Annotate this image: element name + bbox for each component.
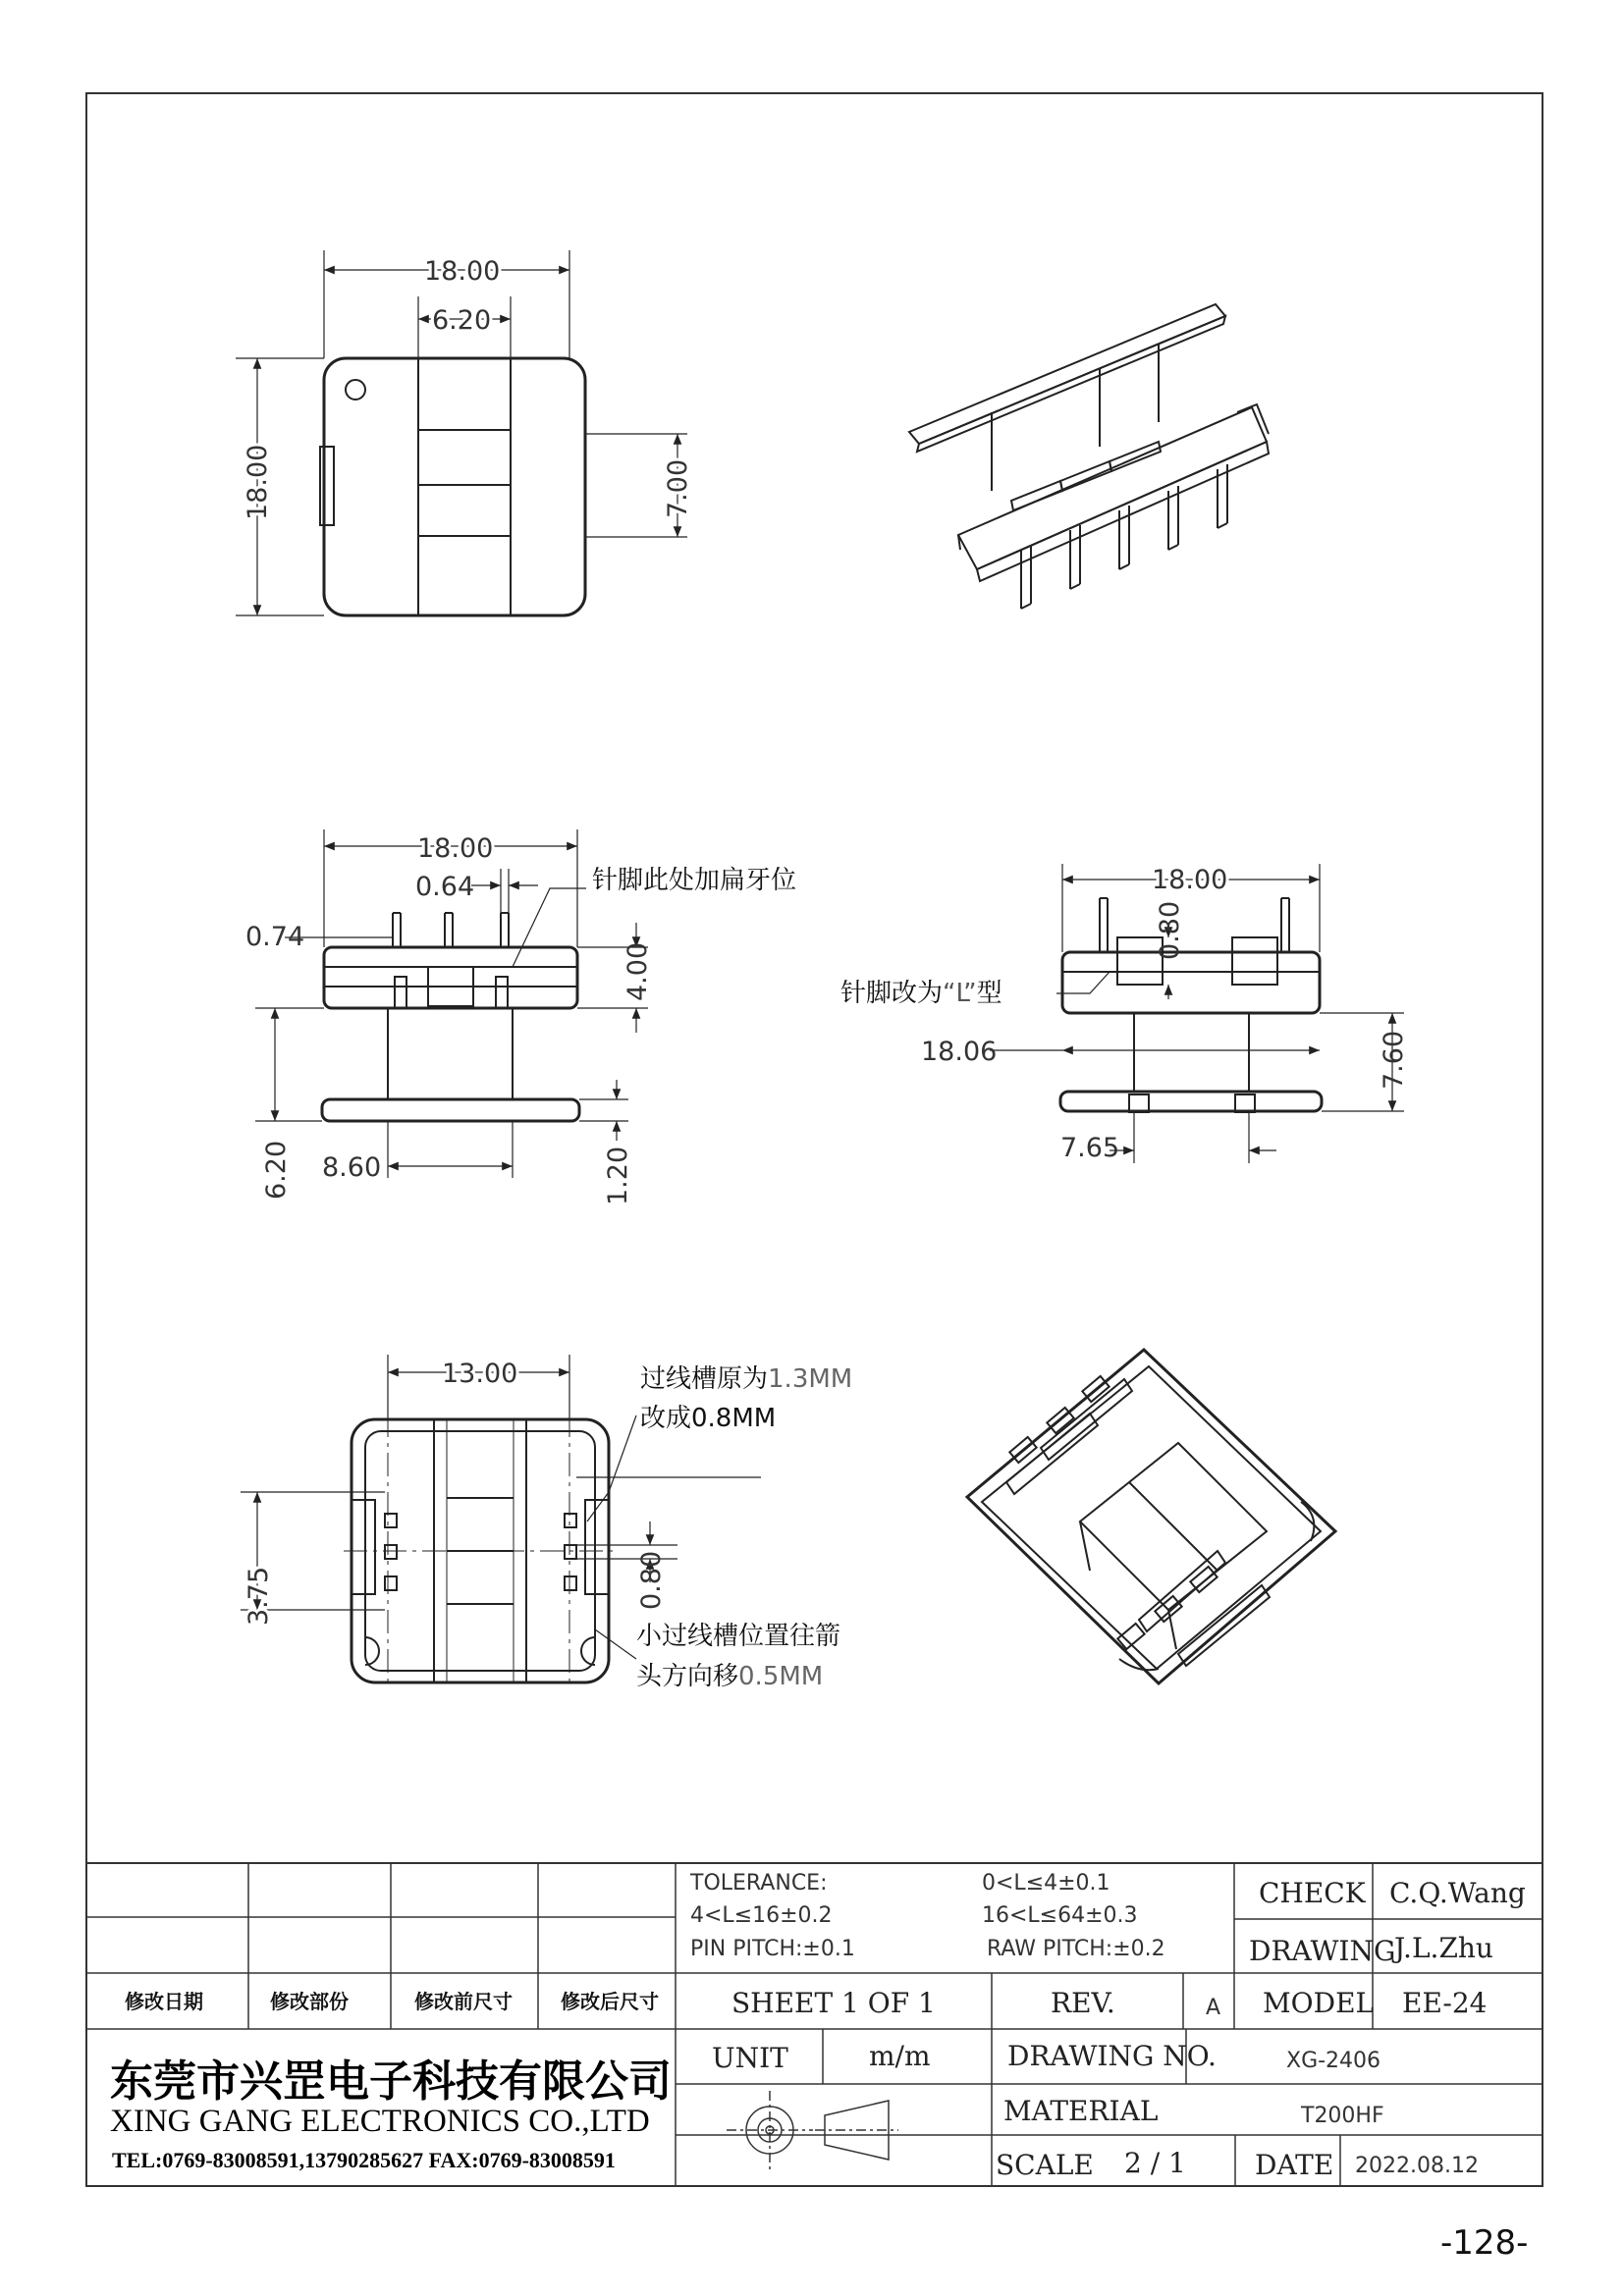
dim-top-window: 7.00 [663, 458, 693, 518]
company-name-cn: 东莞市兴罡电子科技有限公司 [110, 2056, 672, 2107]
dim-bottom-slot: 0.80 [636, 1550, 667, 1610]
dim-front-flange: 4.00 [623, 941, 653, 1001]
dim-top-slot: 6.20 [432, 305, 492, 336]
date-label: DATE [1255, 2149, 1334, 2181]
side-view [990, 864, 1404, 1163]
page-number: -128- [1440, 2223, 1529, 2263]
note-small-slot-line2-b: 0.5MM [738, 1662, 824, 1691]
tolerance-range-1: 0<L≤4±0.1 [982, 1871, 1110, 1896]
unit-label: UNIT [712, 2042, 788, 2074]
dim-side-center: 7.65 [1060, 1133, 1120, 1163]
scale-value: 2 / 1 [1124, 2147, 1186, 2179]
drawing-value: J.L.Zhu [1394, 1932, 1493, 1964]
date-value: 2022.08.12 [1355, 2154, 1479, 2178]
note-pin-l-suffix: 型 [976, 979, 1002, 1008]
rev-value: A [1206, 1996, 1221, 2020]
tolerance-label: TOLERANCE: [690, 1871, 828, 1896]
rev-header-before: 修改前尺寸 [414, 1990, 513, 2013]
dim-front-pin-offset: 0.74 [245, 922, 305, 952]
company-name-en: XING GANG ELECTRONICS CO.,LTD [110, 2104, 650, 2139]
note-pin-flat: 针脚此处加扁牙位 [592, 866, 797, 895]
note-small-slot-line2 [636, 1662, 823, 1691]
note-small-slot-line1: 小过线槽位置往箭 [636, 1622, 841, 1651]
iso-view-pins-down [909, 304, 1269, 609]
drawing-no-label: DRAWING NO. [1007, 2040, 1217, 2072]
rev-header-date: 修改日期 [125, 1990, 203, 2013]
note-small-slot-line2-a: 头方向移 [636, 1662, 739, 1691]
dim-front-pin-width: 0.64 [415, 872, 475, 902]
dim-bottom-width: 13.00 [442, 1359, 518, 1389]
dim-side-width: 18.00 [1152, 865, 1228, 895]
scale-label: SCALE [996, 2149, 1094, 2181]
model-label: MODEL [1263, 1987, 1375, 2019]
note-slot-line1 [640, 1364, 852, 1394]
drawing-no-value: XG-2406 [1286, 2049, 1381, 2073]
check-value: C.Q.Wang [1389, 1877, 1526, 1909]
sheet-count: SHEET 1 OF 1 [731, 1987, 936, 2019]
rev-header-after: 修改后尺寸 [561, 1990, 659, 2013]
note-pin-l-shape [840, 979, 1002, 1008]
rev-header-part: 修改部份 [270, 1990, 349, 2013]
note-pin-l-quote: “L” [943, 979, 977, 1008]
dim-front-width: 18.00 [417, 833, 494, 864]
company-contact: TEL:0769-83008591,13790285627 FAX:0769-83008591 [112, 2148, 616, 2172]
note-pin-l-prefix: 针脚改为 [840, 979, 944, 1008]
unit-value: m/m [869, 2040, 931, 2072]
projection-symbol [727, 2091, 898, 2169]
dim-front-height: 6.20 [261, 1140, 292, 1200]
dim-top-width: 18.00 [424, 256, 501, 287]
check-label: CHECK [1259, 1877, 1366, 1909]
dim-bottom-pitch: 3.75 [244, 1566, 274, 1626]
dim-top-height: 18.00 [243, 444, 273, 520]
tolerance-range-3: 16<L≤64±0.3 [982, 1903, 1138, 1928]
dim-front-base: 1.20 [603, 1146, 633, 1205]
model-value: EE-24 [1402, 1987, 1488, 2019]
drawing-label: DRAWING [1249, 1935, 1396, 1967]
dim-side-inner: 18.06 [921, 1037, 998, 1067]
rev-label: REV. [1051, 1987, 1115, 2019]
pin-pitch-tolerance: PIN PITCH:±0.1 [690, 1937, 855, 1961]
dim-side-step: 0.80 [1155, 900, 1185, 960]
note-slot-line2: 改成0.8MM [640, 1404, 777, 1433]
raw-pitch-tolerance: RAW PITCH:±0.2 [987, 1937, 1165, 1961]
note-slot-line1-a: 过线槽原为 [640, 1364, 769, 1394]
dim-side-height: 7.60 [1379, 1030, 1409, 1090]
tolerance-range-2: 4<L≤16±0.2 [690, 1903, 833, 1928]
note-slot-line1-b: 1.3MM [768, 1364, 853, 1394]
dim-front-center: 8.60 [322, 1152, 382, 1183]
material-value: T200HF [1301, 2104, 1384, 2128]
iso-view-pins-up [967, 1350, 1335, 1683]
material-label: MATERIAL [1003, 2095, 1159, 2127]
